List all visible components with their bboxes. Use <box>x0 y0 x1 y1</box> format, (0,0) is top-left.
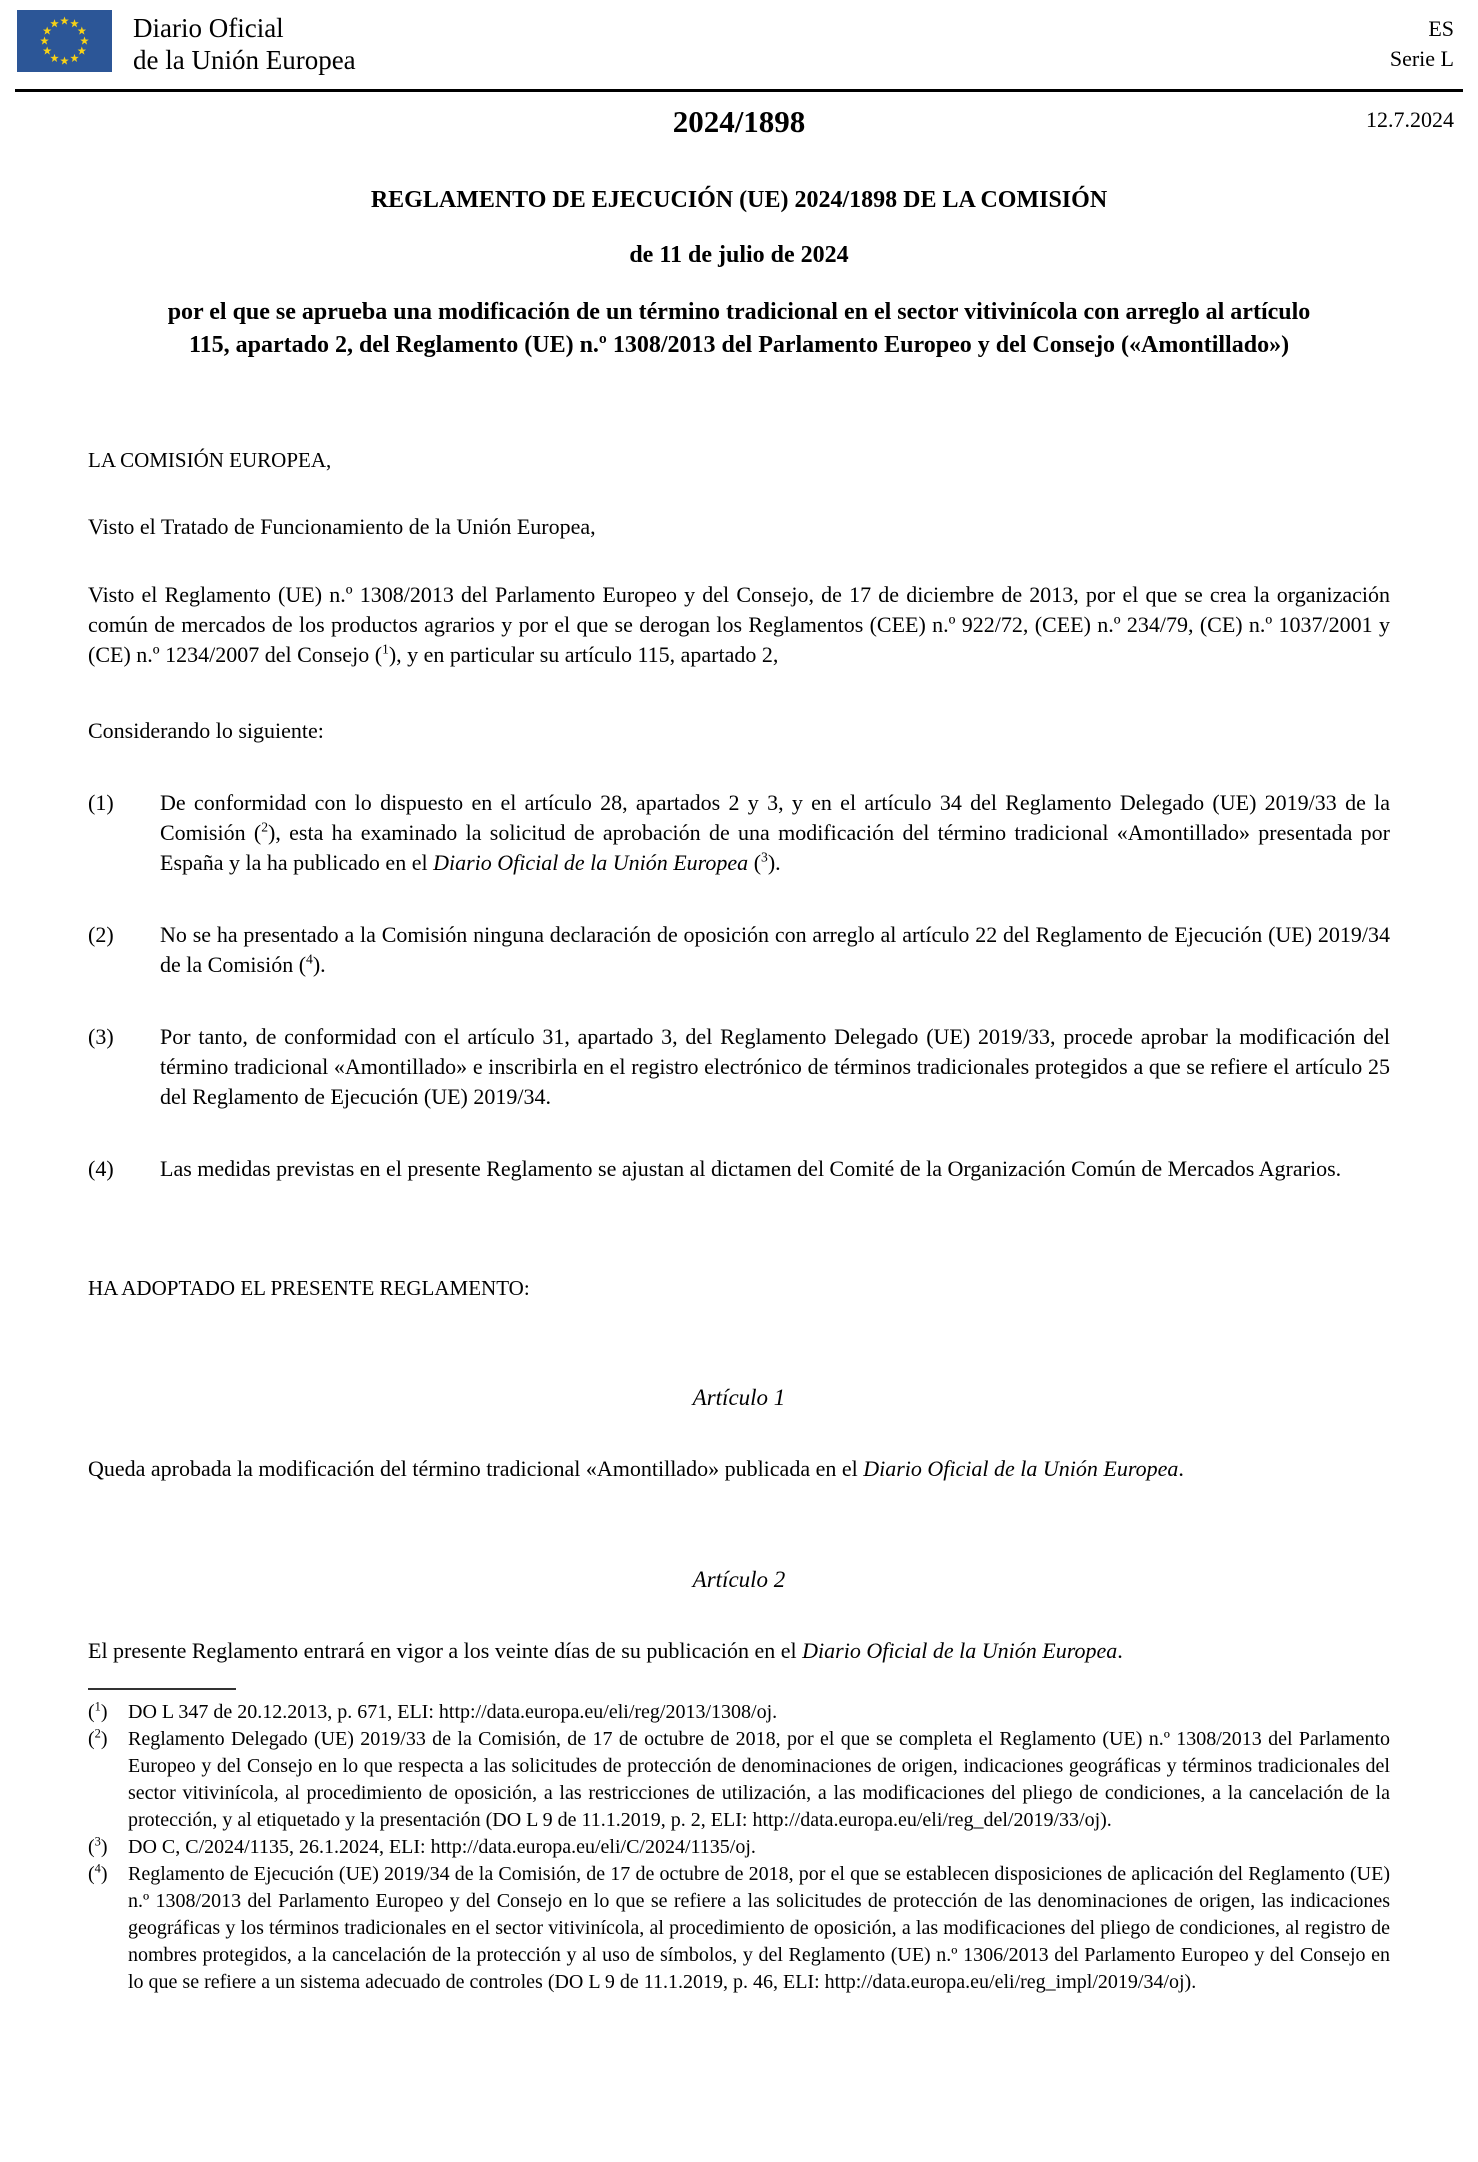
header-divider <box>15 89 1463 92</box>
regulation-date-line: de 11 de julio de 2024 <box>629 242 849 268</box>
footnote-text: DO C, C/2024/1135, 26.1.2024, ELI: http://data.europa.eu/eli/C/2024/1135/oj. <box>128 1836 756 1858</box>
docnum-row <box>0 103 1478 143</box>
recital-number: (3) <box>88 1024 114 1049</box>
recital-number: (1) <box>88 790 114 815</box>
title-block <box>0 185 1478 362</box>
recital-number: (2) <box>88 922 114 947</box>
document-number: 2024/1898 <box>672 104 806 139</box>
footnote-4 <box>88 1861 1390 1996</box>
header-meta <box>1390 10 1454 74</box>
footnote-text: DO L 347 de 20.12.2013, p. 671, ELI: http://data.europa.eu/eli/reg/2013/1308/oj. <box>128 1701 778 1723</box>
citation-paragraph-1: Visto el Tratado de Funcionamiento de la Unión Europea, <box>88 514 596 539</box>
article-1-body: Queda aprobada la modificación del término tradicional «Amontillado» publicada en el Diario Oficial de la Unión Europea. <box>88 1456 1184 1481</box>
language-code: ES <box>1428 16 1454 41</box>
recital-2 <box>88 920 1390 980</box>
footnote-2 <box>88 1726 1390 1834</box>
preamble-opening: LA COMISIÓN EUROPEA, <box>88 448 332 472</box>
footnote-text: Reglamento de Ejecución (UE) 2019/34 de la Comisión, de 17 de octubre de 2018, por el que se establecen disposiciones de aplicación del Reglamento (UE) n.º 1308/2013 del Parlamento Europeo y del Consejo en lo que se refiere a las solicitudes de protección de las denominaciones de origen, las indicaciones geográficas y los términos tradicionales en el sector vitivinícola, al procedimiento de oposición, a las modificaciones del pliego de condiciones, al registro de nombres protegidos, a la cancelación de la protección y al uso de símbolos, y del Reglamento (UE) n.º 1306/2013 del Parlamento Europeo y del Consejo en lo que se refiere a un sistema adecuado de controles (DO L 9 de 11.1.2019, p. 46, ELI: http://data.europa.eu/eli/reg_impl/2019/34/oj). <box>128 1863 1390 1993</box>
recital-3 <box>88 1022 1390 1112</box>
journal-name <box>133 10 356 76</box>
recital-text: Por tanto, de conformidad con el artículo 31, apartado 3, del Reglamento Delegado (UE) 2019/33, procede aprobar la modificación del término tradicional «Amontillado» e inscribirla en el registro electrónico de términos tradicionales protegidos a que se refiere el artículo 25 del Reglamento de Ejecución (UE) 2019/34. <box>160 1024 1390 1109</box>
recital-text: Las medidas previstas en el presente Reglamento se ajustan al dictamen del Comité de la Organización Común de Mercados Agrarios. <box>160 1156 1342 1181</box>
footnote-marker: ($^2$) <box>88 1726 108 1750</box>
publication-date: 12.7.2024 <box>1366 107 1454 132</box>
series-label: Serie L <box>1389 46 1454 71</box>
footnote-separator <box>88 1688 236 1690</box>
citation-paragraph-2: Visto el Reglamento (UE) n.º 1308/2013 del Parlamento Europeo y del Consejo, de 17 de diciembre de 2013, por el que se crea la organización común de mercados de los productos agrarios y por el que se derogan los Reglamentos (CEE) n.º 922/72, (CEE) n.º 234/79, (CE) n.º 1037/2001 y (CE) n.º 1234/2007 del Consejo ($^1$), y en particular su artículo 115, apartado 2, <box>88 582 1390 667</box>
header <box>0 0 1478 76</box>
recital-1 <box>88 788 1390 878</box>
recital-number: (4) <box>88 1156 114 1181</box>
header-left <box>17 10 356 76</box>
article-2-body: El presente Reglamento entrará en vigor a los veinte días de su publicación en el Diario Oficial de la Unión Europea. <box>88 1638 1123 1663</box>
regulation-title: REGLAMENTO DE EJECUCIÓN (UE) 2024/1898 DE LA COMISIÓN <box>370 187 1108 213</box>
eu-flag-icon <box>17 10 112 72</box>
regulation-subject: por el que se aprueba una modificación de un término tradicional en el sector vitivinícola con arreglo al artículo 115, apartado 2, del Reglamento (UE) n.º 1308/2013 del Parlamento Europeo y del Consejo («Amontillado») <box>167 299 1311 358</box>
footnote-text: Reglamento Delegado (UE) 2019/33 de la Comisión, de 17 de octubre de 2018, por el que se completa el Reglamento (UE) n.º 1308/2013 del Parlamento Europeo y del Consejo en lo que respecta a las solicitudes de protección de denominaciones de origen, indicaciones geográficas y términos tradicionales del sector vitivinícola, al procedimiento de oposición, a las restricciones de utilización, a las modificaciones del pliego de condiciones, a la cancelación de la protección, y al etiquetado y la presentación (DO L 9 de 11.1.2019, p. 2, ELI: http://data.europa.eu/eli/reg_del/2019/33/oj). <box>128 1728 1390 1831</box>
journal-name-line2: de la Unión Europea <box>133 45 356 75</box>
recital-text: No se ha presentado a la Comisión ninguna declaración de oposición con arreglo al artículo 22 del Reglamento de Ejecución (UE) 2019/34 de la Comisión ($^4$). <box>160 922 1390 977</box>
document-body <box>88 446 1390 1996</box>
footnote-marker: ($^4$) <box>88 1861 108 1885</box>
enacting-formula: HA ADOPTADO EL PRESENTE REGLAMENTO: <box>88 1276 530 1300</box>
footnote-marker: ($^3$) <box>88 1834 108 1858</box>
article-2-heading: Artículo 2 <box>692 1567 786 1592</box>
footnotes <box>88 1699 1390 1996</box>
article-1-heading: Artículo 1 <box>692 1385 786 1410</box>
journal-name-line1: Diario Oficial <box>133 13 284 43</box>
footnote-1 <box>88 1699 1390 1726</box>
footnote-marker: ($^1$) <box>88 1699 108 1723</box>
footnote-3 <box>88 1834 1390 1861</box>
recital-text: De conformidad con lo dispuesto en el artículo 28, apartados 2 y 3, y en el artículo 34 del Reglamento Delegado (UE) 2019/33 de la Comisión ($^2$), esta ha examinado la solicitud de aprobación de una modificación del término tradicional «Amontillado» presentada por España y la ha publicado en el Diario Oficial de la Unión Europea ($^3$). <box>160 790 1390 875</box>
considering-intro: Considerando lo siguiente: <box>88 718 324 743</box>
recital-4 <box>88 1154 1390 1184</box>
